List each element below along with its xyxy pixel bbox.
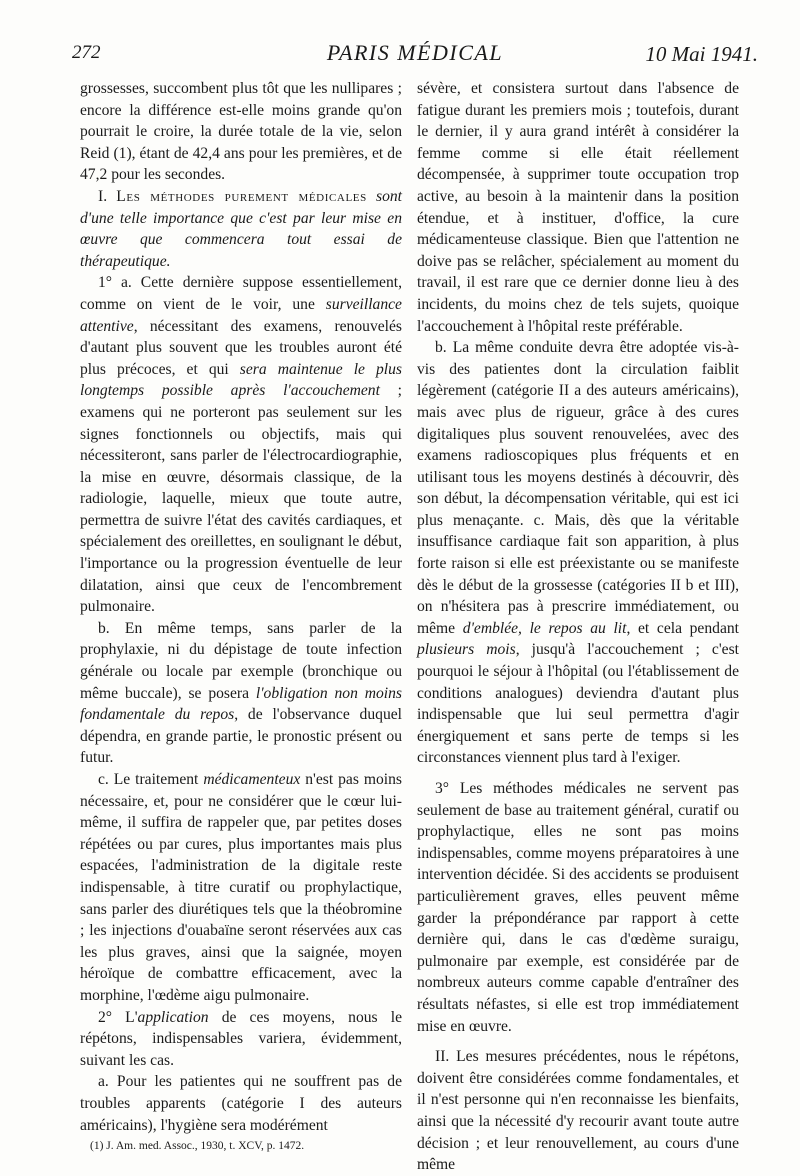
emphasis: l'obligation non moins fondamentale du repos <box>80 684 402 724</box>
text-run: ; examens qui ne porteront pas seulement sur les signes fonctionnels ou objectifs, mais qui nécessiteront, sans parler de l'électrocardiographie, la mise en œuvre, désormais classique, de la radiologie, laquelle, mieux que toute autre, permettra de suivre l'état des cavités cardiaques, et spécialement des oreillettes, en soulignant le début, l'importance ou la progression éventuelle de leur dilatation, ainsi que ceux de l'encombrement pulmonaire. <box>80 382 403 616</box>
footnote: (1) J. Am. med. Assoc., 1930, t. XCV, p. 1472. <box>90 1140 305 1153</box>
emphasis: médicamenteux <box>203 771 301 788</box>
section-title: Les méthodes purement médicales <box>116 187 367 205</box>
text-run: , nécessitant des examens, renouvelés d'autant plus souvent que les troubles auront été plus précoces, et qui <box>80 317 402 378</box>
paragraph: sévère, et consistera surtout dans l'absence de fatigue durant les premiers mois ; toutefois, durant le dernier, il y aura grand intérêt à considérer la femme comme si elle était réellement décompensée, à supprimer toute occupation trop active, au besoin à la maintenir dans la position étendue, et à instituer, d'office, la cure médicamenteuse classique. Bien que l'attention ne doive pas se relâcher, spécialement au moment du travail, il est rare que ce dernier donne lieu à des incidents, du moins chez de tels sujets, quoique l'accouchement à l'hôpital reste préférable. <box>417 80 739 335</box>
emphasis: application <box>137 1008 209 1026</box>
paragraph <box>80 1007 402 1072</box>
text-run: c. Le traitement <box>98 771 199 788</box>
section-intro: sont d'une telle importance que c'est par leur mise en œuvre que commencera tout essai de thérapeutique. <box>80 187 402 270</box>
right-column <box>417 78 739 1176</box>
text-run: , et cela pendant <box>626 619 739 637</box>
issue-date: 10 Mai 1941. <box>645 42 758 66</box>
journal-title: PARIS MÉDICAL <box>326 40 504 65</box>
running-header <box>72 40 758 76</box>
text-run: b. La même conduite devra être adoptée vis-à-vis des patientes dont la circulation faiblit légèrement (catégorie II a des auteurs américains), mais avec plus de rigueur, grâce à des cures digitaliques plus souvent renouvelées, avec des examens radioscopiques plus fréquents et en utilisant tous les moyens destinés à découvrir, dès son début, la décompensation véritable, qui est ici plus menaçante. c. Mais, dès que la véritable insuffisance cardiaque fait son apparition, à plus forte raison si elle est préexistante ou se manifeste dès le début de la grossesse (catégories II b et III), on n'hésitera pas à prescrire immédiatement, ou même <box>417 339 739 637</box>
paragraph: grossesses, succombent plus tôt que les nullipares ; encore la différence est-elle moins grande qu'on pourrait le croire, la durée totale de la vie, selon Reid (1), étant de 42,4 ans pour les premières, et de 47,2 pour les secondes. <box>80 80 402 184</box>
emphasis: surveillance attentive <box>80 295 402 335</box>
paragraph <box>80 618 402 769</box>
text-run: 1° a. Cette dernière suppose essentiellement, comme on vient de le voir, une <box>80 274 402 313</box>
paragraph: II. Les mesures précédentes, nous le répétons, doivent être considérées comme fondamentales, et il n'est personne qui n'en reconnaisse les bienfaits, ainsi que la nécessité d'y recourir avant toute autre décision ; et leur renouvellement, au cours d'une même <box>417 1048 739 1174</box>
text-run: b. En même temps, sans parler de la prophylaxie, ni du dépistage de toute infection générale ou locale par exemple (bronchique ou même buccale), se posera <box>80 619 402 702</box>
page-number: 272 <box>72 42 101 63</box>
left-column <box>80 78 402 1154</box>
paragraph <box>80 769 402 1007</box>
text-run: , de l'observance duquel dépendra, en grande partie, le pronostic présent ou futur. <box>80 706 402 767</box>
emphasis: sera maintenue le plus longtemps possible après l'accouchement <box>80 360 402 400</box>
text-run: 2° L' <box>98 1008 138 1026</box>
section-heading-paragraph <box>80 186 402 272</box>
emphasis: plusieurs mois <box>417 641 516 659</box>
text-run: n'est pas moins nécessaire, et, pour ne considérer que le cœur lui-même, il suffira de rappeler que, par petites doses répétées ou par cures, plus importantes mais plus espacées, l'administration de la digitale reste indispensable, à titre curatif ou prophylactique, sans parler des diurétiques tels que la théobromine ; les injections d'ouabaïne seront réservées aux cas les plus graves, ainsi que la saignée, moyen héroïque de combattre efficacement, avec la morphine, l'œdème aigu pulmonaire. <box>80 771 402 1004</box>
paragraph: a. Pour les patientes qui ne souffrent pas de troubles apparents (catégorie I des auteurs américains), l'hygiène sera modérément <box>80 1073 402 1134</box>
section-number: I. <box>98 187 108 205</box>
paragraph <box>417 337 739 769</box>
paragraph: 3° Les méthodes médicales ne servent pas seulement de base au traitement général, curatif ou prophylactique, elles ne sont pas moins indispensables, comme moyens préparatoires à une intervention décidée. Si des accidents se produisent particulièrement graves, elles peuvent même garder la prépondérance par rapport à cette dernière qui, dans le cas d'œdème suraigu, pulmonaire par exemple, est considérée par de nombreux auteurs comme capable d'entraîner des résultats néfastes, si elle est trop immédiatement mise en œuvre. <box>417 780 739 1035</box>
paragraph <box>80 272 402 618</box>
text-run: , jusqu'à l'accouchement ; c'est pourquoi le séjour à l'hôpital (ou l'établissement de conditions analogues) deviendra d'autant plus indispensable que lui seul permettra d'agir énergiquement et sans perte de temps si les circonstances viennent plus tard à l'exiger. <box>417 641 739 767</box>
emphasis: d'emblée, le repos au lit <box>462 619 627 637</box>
text-run: de ces moyens, nous le répétons, indispensables variera, évidemment, suivant les cas. <box>80 1008 402 1069</box>
